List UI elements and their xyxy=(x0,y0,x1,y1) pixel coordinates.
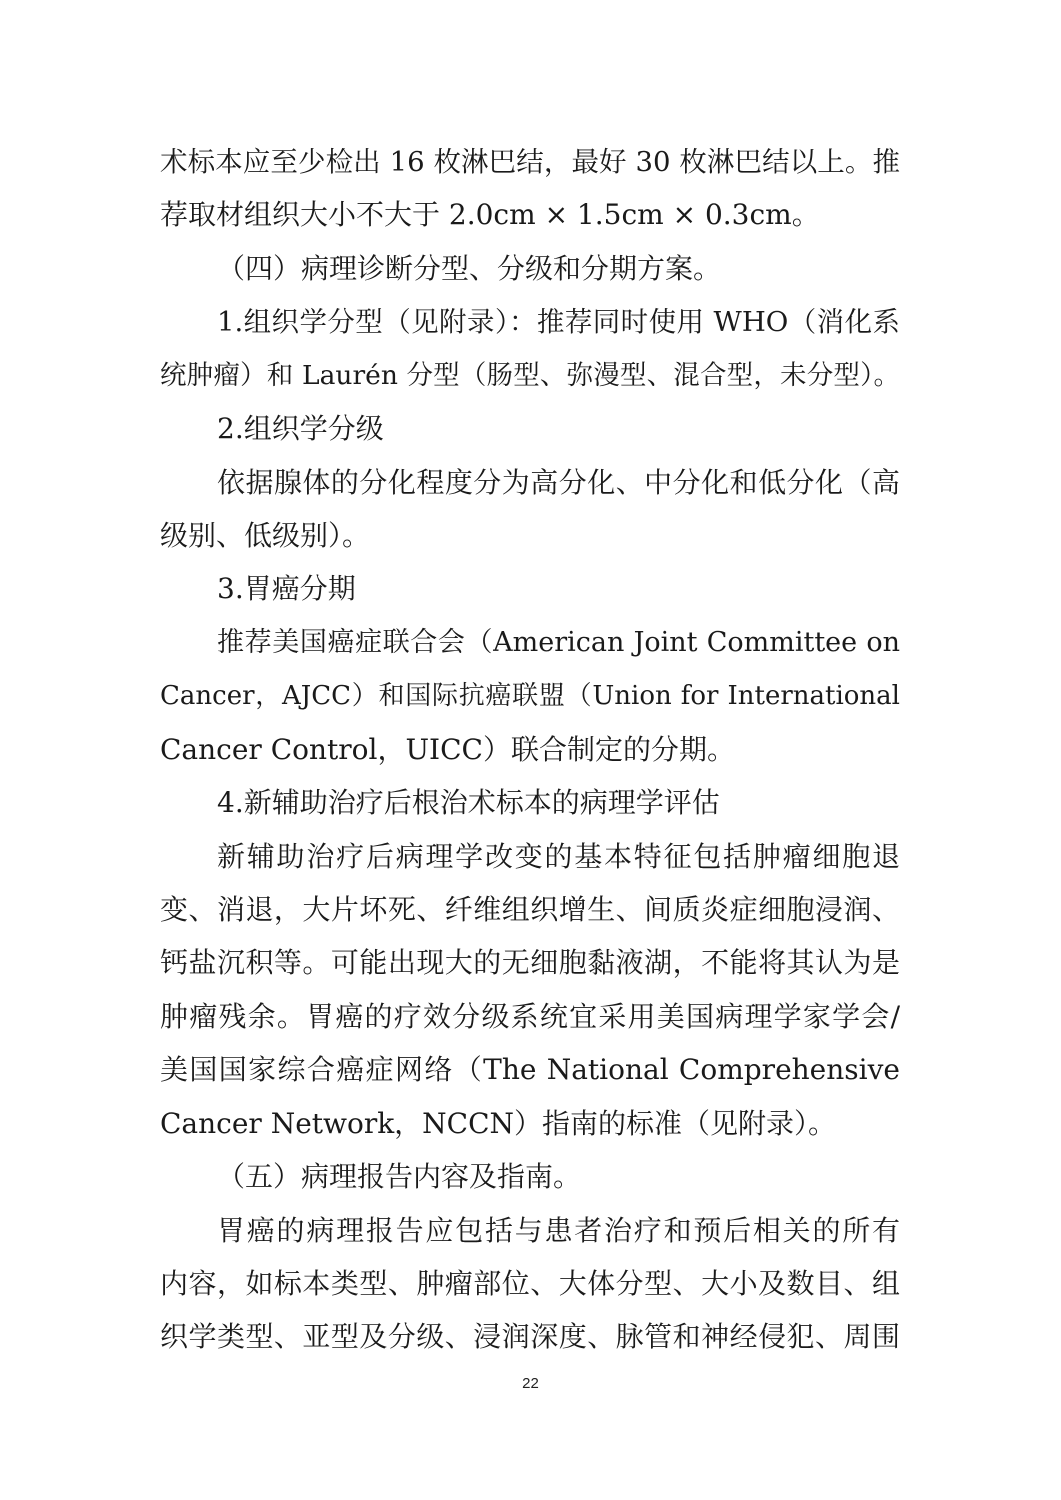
text-line: 变、消退，大片坏死、纤维组织增生、间质炎症细胞浸润、 xyxy=(160,893,900,926)
subsection-heading: 2.组织学分级 xyxy=(217,412,384,445)
text-line: 1.组织学分型（见附录）：推荐同时使用 WHO（消化系 xyxy=(217,306,900,338)
text-line: 织学类型、亚型及分级、浸润深度、脉管和神经侵犯、周围 xyxy=(160,1320,900,1353)
text-line: 术标本应至少检出 16 枚淋巴结，最好 30 枚淋巴结以上。推 xyxy=(160,146,900,178)
page-number: 22 xyxy=(522,1375,539,1392)
subsection-heading: 4.新辅助治疗后根治术标本的病理学评估 xyxy=(217,786,720,819)
text-line: 内容，如标本类型、肿瘤部位、大体分型、大小及数目、组 xyxy=(160,1267,900,1300)
text-line: Cancer，AJCC）和国际抗癌联盟（Union for International xyxy=(160,681,900,711)
text-line: 钙盐沉积等。可能出现大的无细胞黏液湖，不能将其认为是 xyxy=(160,946,900,979)
section-heading: （四）病理诊断分型、分级和分期方案。 xyxy=(217,252,722,285)
text-line: Cancer Network，NCCN）指南的标准（见附录）。 xyxy=(160,1107,837,1140)
text-line: 荐取材组织大小不大于 2.0cm × 1.5cm × 0.3cm。 xyxy=(160,198,820,231)
text-line: 统肿瘤）和 Laurén 分型（肠型、弥漫型、混合型，未分型）。 xyxy=(160,360,900,391)
subsection-heading: 3.胃癌分期 xyxy=(217,572,356,605)
text-line: 新辅助治疗后病理学改变的基本特征包括肿瘤细胞退 xyxy=(217,840,900,873)
text-line: 依据腺体的分化程度分为高分化、中分化和低分化（高 xyxy=(217,466,900,499)
text-line: 美国国家综合癌症网络（The National Comprehensive xyxy=(160,1053,900,1086)
section-heading: （五）病理报告内容及指南。 xyxy=(217,1160,582,1193)
text-line: 胃癌的病理报告应包括与患者治疗和预后相关的所有 xyxy=(217,1214,900,1247)
text-line: 级别、低级别）。 xyxy=(160,519,371,552)
text-line: 肿瘤残余。胃癌的疗效分级系统宜采用美国病理学家学会/ xyxy=(160,1000,900,1033)
text-line: 推荐美国癌症联合会（American Joint Committee on xyxy=(217,627,900,658)
text-line: Cancer Control，UICC）联合制定的分期。 xyxy=(160,733,735,766)
